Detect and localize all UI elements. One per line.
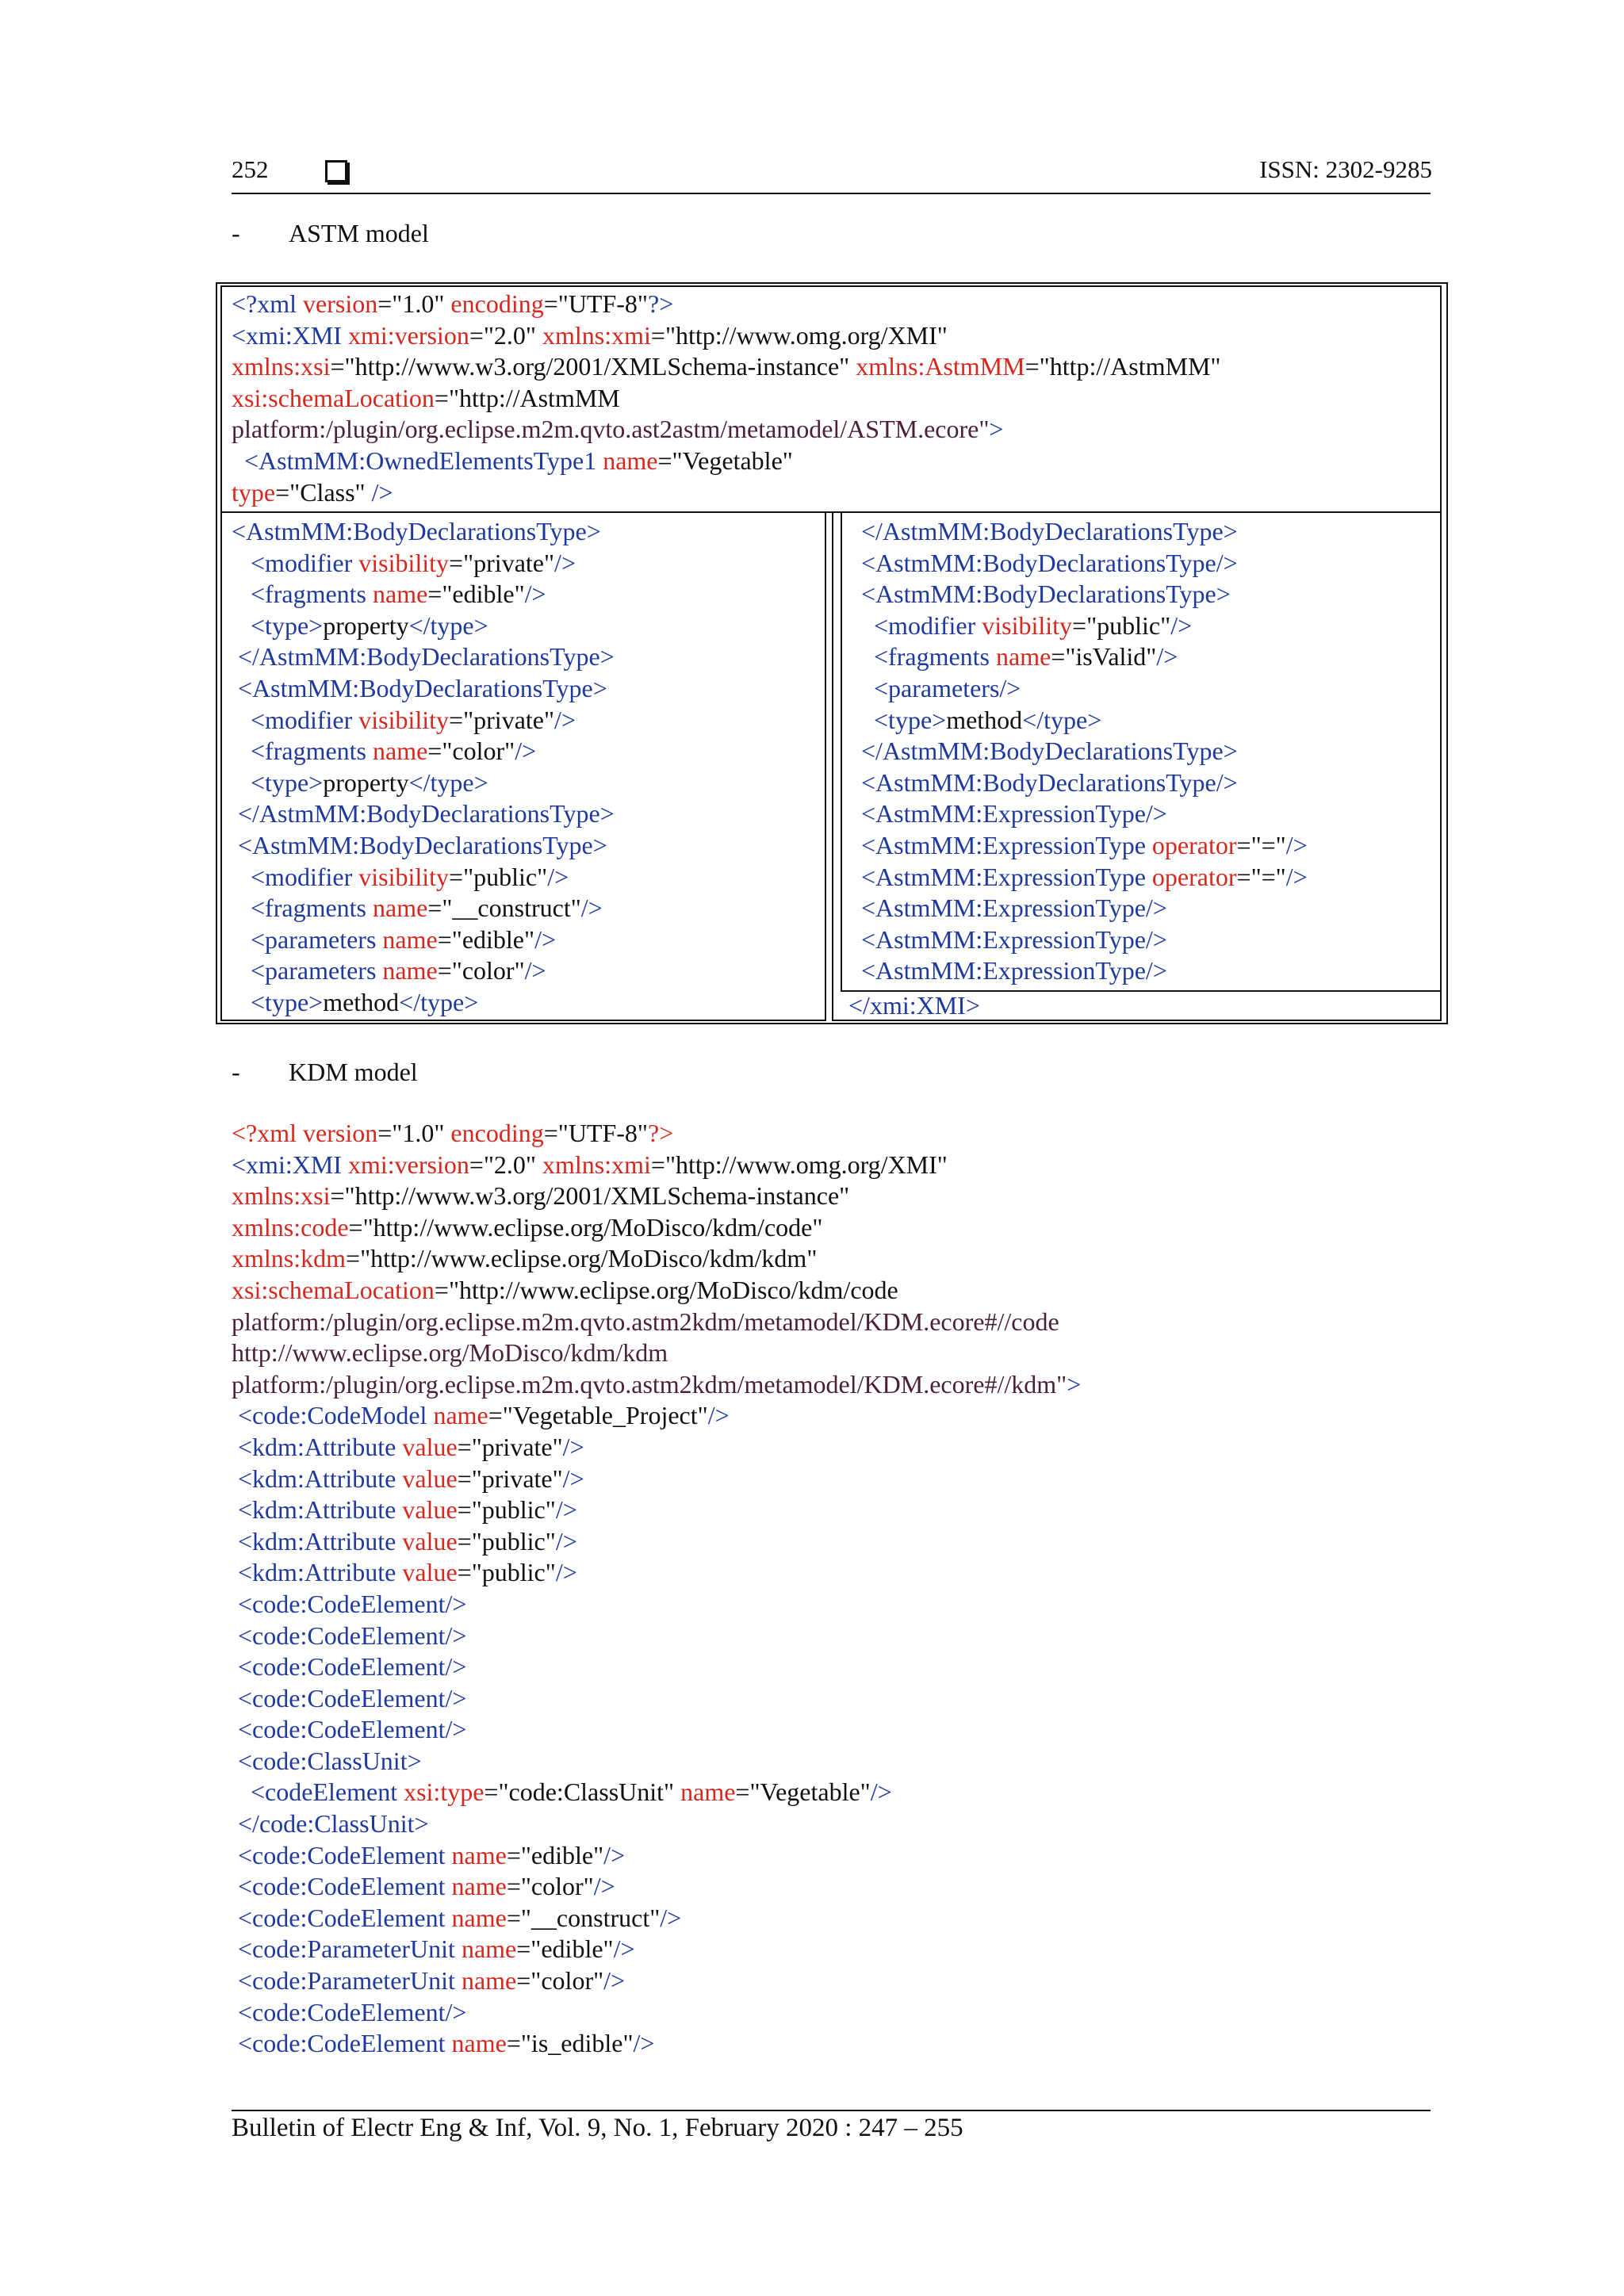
code-token: ?> — [647, 289, 674, 318]
code-token: /> — [371, 477, 393, 507]
code-line — [861, 830, 1308, 862]
code-token: ="private" — [457, 1432, 563, 1461]
code-line — [232, 1494, 1081, 1526]
issn: ISSN: 2302-9285 — [1259, 155, 1432, 183]
code-line — [232, 955, 615, 987]
code-token: <AstmMM:ExpressionType/> — [861, 924, 1167, 954]
code-token: <code:CodeModel — [232, 1401, 434, 1430]
code-token: <type> — [232, 767, 324, 797]
code-line — [861, 579, 1308, 610]
code-line — [232, 516, 615, 548]
code-token: ="http://www.eclipse.org/MoDisco/kdm/code — [434, 1275, 898, 1304]
code-token: ="=" — [1236, 830, 1286, 859]
code-line — [232, 289, 1220, 320]
code-token: xmlns:kdm — [232, 1244, 347, 1273]
code-token: ="private" — [449, 548, 555, 577]
code-token: ="private" — [449, 705, 555, 734]
code-token: visibility — [358, 548, 450, 577]
code-line — [232, 736, 615, 767]
code-token: xmi:version — [347, 1150, 469, 1179]
code-token: property — [323, 610, 409, 640]
astm-closing-tag — [848, 990, 980, 1022]
code-token: /> — [707, 1401, 730, 1430]
code-token: ="http://www.omg.org/XMI" — [650, 320, 948, 350]
code-token: ="=" — [1236, 862, 1286, 891]
code-line — [232, 1621, 1081, 1652]
code-token: <AstmMM:BodyDeclarationsType/> — [861, 548, 1238, 577]
code-token: <AstmMM:BodyDeclarationsType> — [232, 830, 607, 859]
code-token: ="isValid" — [1051, 642, 1157, 672]
code-token: ="public" — [457, 1558, 556, 1587]
code-token: /> — [554, 705, 576, 734]
code-token: name — [680, 1777, 736, 1807]
square-bullet-icon — [325, 160, 347, 186]
code-token: <kdm:Attribute — [232, 1495, 403, 1525]
code-token: ="color" — [506, 1872, 594, 1901]
code-token: name — [461, 1966, 517, 1996]
code-token: /> — [547, 862, 569, 891]
code-token: </xmi:XMI> — [848, 991, 980, 1020]
code-line — [232, 1307, 1081, 1338]
code-token: <parameters — [232, 956, 383, 985]
code-token: platform:/plugin/org.eclipse.m2m.qvto.astm2kdm/metamodel/KDM.ecore#//code — [232, 1307, 1059, 1336]
code-token: <?xml — [232, 289, 304, 318]
code-token: ="2.0" — [469, 1150, 542, 1179]
code-token: <xmi:XMI — [232, 320, 348, 350]
code-token: ="edible" — [506, 1840, 604, 1869]
code-line — [232, 383, 1220, 415]
code-token: ="private" — [457, 1464, 563, 1493]
code-line — [861, 862, 1308, 894]
code-token: ="http://www.eclipse.org/MoDisco/kdm/code" — [348, 1212, 823, 1242]
code-token: method — [323, 987, 400, 1016]
code-token: xmlns:xsi — [232, 352, 331, 381]
code-token: ="edible" — [516, 1934, 614, 1964]
code-token: xmlns:xmi — [542, 1150, 651, 1179]
code-line — [232, 2028, 1081, 2060]
code-token: <AstmMM:OwnedElementsType1 — [232, 446, 603, 475]
code-token: <AstmMM:BodyDeclarationsType> — [861, 580, 1231, 609]
code-token: ="public" — [457, 1526, 556, 1556]
code-token: ="color" — [427, 737, 515, 766]
code-line — [232, 1275, 1081, 1307]
code-token: <code:CodeElement/> — [232, 1715, 467, 1744]
code-token: name — [603, 446, 658, 475]
code-token: ="public" — [449, 862, 548, 891]
code-token: /> — [870, 1777, 892, 1807]
code-token: operator — [1151, 830, 1237, 859]
code-line — [232, 414, 1220, 446]
code-line — [232, 1965, 1081, 1997]
code-token: visibility — [982, 610, 1073, 640]
code-token: /> — [1285, 830, 1308, 859]
code-token: encoding — [450, 1119, 544, 1147]
code-token: ="color" — [437, 956, 525, 985]
code-token: /> — [524, 580, 546, 609]
code-line — [232, 798, 615, 830]
code-token: <kdm:Attribute — [232, 1464, 403, 1493]
code-token: version — [303, 289, 378, 318]
code-token: name — [373, 737, 428, 766]
code-line — [232, 862, 615, 894]
code-line — [232, 446, 1220, 477]
code-line — [232, 320, 1220, 352]
code-token: /> — [603, 1840, 626, 1869]
code-token: <codeElement — [232, 1777, 404, 1807]
code-token: <code:CodeElement/> — [232, 1652, 467, 1682]
code-line — [232, 1840, 1081, 1872]
code-token: </AstmMM:BodyDeclarationsType> — [232, 799, 615, 828]
code-token: <?xml — [232, 1119, 304, 1147]
code-line — [861, 798, 1308, 830]
code-line — [232, 548, 615, 580]
code-token: xsi:type — [404, 1777, 485, 1807]
code-token: <code:ParameterUnit — [232, 1966, 462, 1996]
code-token: /> — [534, 924, 556, 954]
code-token: value — [402, 1464, 458, 1493]
code-token: /> — [555, 1558, 577, 1587]
code-token: value — [402, 1526, 458, 1556]
code-token: ="Class" — [275, 477, 372, 507]
code-token: operator — [1151, 862, 1237, 891]
code-token: value — [402, 1558, 458, 1587]
code-token: ="public" — [1072, 610, 1171, 640]
code-token: ="http://www.w3.org/2001/XMLSchema-instance" — [330, 1181, 850, 1211]
code-token: <modifier — [232, 862, 359, 891]
code-token: <AstmMM:ExpressionType/> — [861, 894, 1167, 923]
code-token: <type> — [232, 987, 324, 1016]
code-token: /> — [660, 1903, 682, 1932]
code-line — [861, 641, 1308, 673]
code-token: platform:/plugin/org.eclipse.m2m.qvto.ast2astm/metamodel/ASTM.ecore" — [232, 415, 990, 444]
code-line — [232, 1464, 1081, 1495]
astm-right-code — [861, 516, 1308, 987]
code-line — [232, 1212, 1081, 1244]
code-token: /> — [562, 1464, 584, 1493]
header-rule — [232, 193, 1431, 194]
code-line — [232, 893, 615, 924]
code-token: encoding — [450, 289, 544, 318]
code-line — [232, 1181, 1081, 1212]
code-line — [861, 736, 1308, 767]
code-token: xsi:schemaLocation — [232, 1275, 435, 1304]
code-token: /> — [613, 1934, 635, 1964]
code-line — [861, 893, 1308, 924]
code-token: ="edible" — [427, 580, 525, 609]
code-token: <kdm:Attribute — [232, 1558, 403, 1587]
code-line — [232, 1400, 1081, 1432]
code-line — [232, 610, 615, 642]
astm-left-box — [220, 511, 826, 1021]
code-token: ="__construct" — [506, 1903, 661, 1932]
code-line — [232, 1871, 1081, 1903]
code-token: ="1.0" — [377, 289, 451, 318]
code-token: <fragments — [232, 580, 373, 609]
code-token: <AstmMM:ExpressionType — [861, 830, 1152, 859]
code-token: <code:CodeElement — [232, 1840, 452, 1869]
code-token: /> — [555, 1495, 577, 1525]
code-line — [232, 1777, 1081, 1808]
code-token: name — [996, 642, 1051, 672]
astm-right-box — [841, 511, 1442, 992]
code-token: xmi:version — [347, 320, 469, 350]
code-line — [232, 351, 1220, 383]
code-token: value — [402, 1432, 458, 1461]
code-token: <code:CodeElement/> — [232, 1621, 467, 1650]
code-line — [861, 705, 1308, 737]
code-line — [861, 548, 1308, 580]
code-token: /> — [1170, 610, 1193, 640]
code-token: /> — [554, 548, 576, 577]
code-token: <AstmMM:BodyDeclarationsType> — [232, 673, 607, 702]
code-token: ="2.0" — [469, 320, 542, 350]
code-token: ="color" — [516, 1966, 604, 1996]
code-token: ="UTF-8" — [543, 1119, 648, 1147]
code-line — [232, 1557, 1081, 1589]
code-token: name — [433, 1401, 488, 1430]
kdm-section-title: KDM model — [289, 1058, 418, 1086]
astm-bullet: - — [232, 219, 240, 247]
code-token: ="Vegetable" — [657, 446, 793, 475]
code-token: /> — [603, 1966, 626, 1996]
code-token: <type> — [232, 610, 324, 640]
code-token: ="http://AstmMM — [434, 383, 620, 412]
code-line — [232, 767, 615, 799]
code-token: ="http://www.eclipse.org/MoDisco/kdm/kdm" — [346, 1244, 818, 1273]
code-token: /> — [515, 737, 537, 766]
code-token: ="UTF-8" — [543, 289, 648, 318]
code-token: /> — [562, 1432, 584, 1461]
code-token: /> — [1285, 862, 1308, 891]
code-token: /> — [593, 1872, 615, 1901]
code-token: <modifier — [861, 610, 982, 640]
code-token: name — [373, 894, 428, 923]
code-token: </code:ClassUnit> — [232, 1809, 429, 1839]
code-token: <AstmMM:ExpressionType — [861, 862, 1152, 891]
astm-section-title: ASTM model — [289, 219, 429, 247]
footer-citation: Bulletin of Electr Eng & Inf, Vol. 9, No. 1, February 2020 : 247 – 255 — [232, 2114, 963, 2142]
code-token: <AstmMM:BodyDeclarationsType> — [232, 517, 601, 545]
code-token: </type> — [408, 610, 488, 640]
code-line — [861, 924, 1308, 956]
code-line — [861, 610, 1308, 642]
code-line — [232, 1651, 1081, 1683]
code-token: /> — [580, 894, 603, 923]
code-token: http://www.eclipse.org/MoDisco/kdm/kdm — [232, 1338, 668, 1368]
code-token: ="edible" — [437, 924, 535, 954]
code-token: <modifier — [232, 705, 359, 734]
code-token: <code:ClassUnit> — [232, 1746, 422, 1775]
code-token: /> — [555, 1526, 577, 1556]
code-line — [232, 1714, 1081, 1746]
code-token: platform:/plugin/org.eclipse.m2m.qvto.astm2kdm/metamodel/KDM.ecore#//kdm" — [232, 1369, 1067, 1399]
code-token: <code:CodeElement — [232, 1903, 452, 1932]
code-token: visibility — [358, 705, 450, 734]
code-token: <xmi:XMI — [232, 1150, 348, 1179]
code-token: /> — [633, 2029, 655, 2058]
code-token: ="is_edible" — [506, 2029, 634, 2058]
astm-left-code — [232, 516, 615, 1019]
code-line — [232, 673, 615, 705]
code-token: </type> — [408, 767, 488, 797]
code-token: visibility — [358, 862, 450, 891]
code-token: <code:CodeElement/> — [232, 1683, 467, 1712]
code-token: xmlns:xmi — [542, 320, 651, 350]
code-token: name — [451, 1903, 507, 1932]
code-line — [861, 767, 1308, 799]
code-token: <kdm:Attribute — [232, 1432, 403, 1461]
code-token: <code:CodeElement/> — [232, 1589, 467, 1618]
code-token: name — [382, 956, 438, 985]
code-token: ="public" — [457, 1495, 556, 1525]
code-line — [232, 830, 615, 862]
code-line — [232, 987, 615, 1019]
code-line — [232, 1118, 1081, 1150]
code-token: xsi:schemaLocation — [232, 383, 435, 412]
code-token: ="Vegetable_Project" — [488, 1401, 708, 1430]
code-line — [861, 673, 1308, 705]
code-line — [232, 1526, 1081, 1558]
astm-top-code — [232, 289, 1220, 508]
code-line — [232, 579, 615, 610]
code-token: ="http://www.omg.org/XMI" — [650, 1150, 948, 1179]
code-line — [232, 1683, 1081, 1715]
code-token: <type> — [861, 705, 947, 734]
code-token: name — [373, 580, 428, 609]
code-line — [861, 955, 1308, 987]
code-token: /> — [524, 956, 546, 985]
code-token: </type> — [1022, 705, 1102, 734]
code-line — [232, 1432, 1081, 1464]
footer-rule — [232, 2110, 1431, 2111]
code-token: </AstmMM:BodyDeclarationsType> — [861, 737, 1238, 766]
code-line — [232, 1243, 1081, 1275]
code-line — [232, 1903, 1081, 1934]
code-token: ="Vegetable" — [735, 1777, 871, 1807]
code-line — [232, 477, 1220, 509]
code-token: xmlns:AstmMM — [856, 352, 1025, 381]
code-token: </AstmMM:BodyDeclarationsType> — [232, 642, 615, 672]
code-token: <AstmMM:ExpressionType/> — [861, 799, 1167, 828]
code-line — [232, 1150, 1081, 1181]
code-token: version — [303, 1119, 378, 1147]
code-token: <AstmMM:BodyDeclarationsType/> — [861, 767, 1238, 797]
code-token: <fragments — [861, 642, 996, 672]
code-line — [232, 705, 615, 737]
code-token: > — [1067, 1369, 1082, 1399]
code-token: name — [451, 1840, 507, 1869]
code-token: name — [451, 1872, 507, 1901]
code-token: type — [232, 477, 276, 507]
code-line — [232, 1934, 1081, 1965]
code-token: <fragments — [232, 894, 373, 923]
code-token: </AstmMM:BodyDeclarationsType> — [861, 517, 1238, 545]
code-line — [232, 1589, 1081, 1621]
code-token: ="__construct" — [427, 894, 581, 923]
code-token: </type> — [399, 987, 479, 1016]
kdm-code — [232, 1118, 1081, 2060]
code-line — [232, 1746, 1081, 1777]
code-token: <parameters/> — [861, 673, 1021, 702]
code-token: name — [451, 2029, 507, 2058]
code-token: <modifier — [232, 548, 359, 577]
code-token: method — [946, 705, 1023, 734]
code-token: ="1.0" — [377, 1119, 451, 1147]
code-token: /> — [1156, 642, 1178, 672]
code-line — [232, 641, 615, 673]
code-token: value — [402, 1495, 458, 1525]
code-line — [232, 1997, 1081, 2029]
code-line — [848, 990, 980, 1022]
code-token: ="http://www.w3.org/2001/XMLSchema-instance" — [330, 352, 856, 381]
code-token: ="code:ClassUnit" — [484, 1777, 681, 1807]
code-line — [232, 1337, 1081, 1369]
code-line — [232, 1369, 1081, 1401]
kdm-bullet: - — [232, 1058, 240, 1086]
code-line — [861, 516, 1308, 548]
code-token: <code:CodeElement — [232, 1872, 452, 1901]
code-token: <fragments — [232, 737, 373, 766]
code-token: > — [989, 415, 1004, 444]
code-token: ?> — [647, 1119, 674, 1147]
code-token: <parameters — [232, 924, 383, 954]
code-token: ="http://AstmMM" — [1025, 352, 1221, 381]
code-token: <code:ParameterUnit — [232, 1934, 462, 1964]
code-token: <code:CodeElement — [232, 2029, 452, 2058]
code-token: property — [323, 767, 409, 797]
code-token: name — [382, 924, 438, 954]
code-line — [232, 1808, 1081, 1840]
code-token: <code:CodeElement/> — [232, 1997, 467, 2026]
code-line — [232, 924, 615, 956]
astm-top-box — [220, 285, 1442, 513]
code-token: xmlns:code — [232, 1212, 349, 1242]
code-token: <kdm:Attribute — [232, 1526, 403, 1556]
code-token: xmlns:xsi — [232, 1181, 331, 1211]
code-token: name — [461, 1934, 517, 1964]
code-token: <AstmMM:ExpressionType/> — [861, 956, 1167, 985]
page-number: 252 — [232, 155, 269, 183]
